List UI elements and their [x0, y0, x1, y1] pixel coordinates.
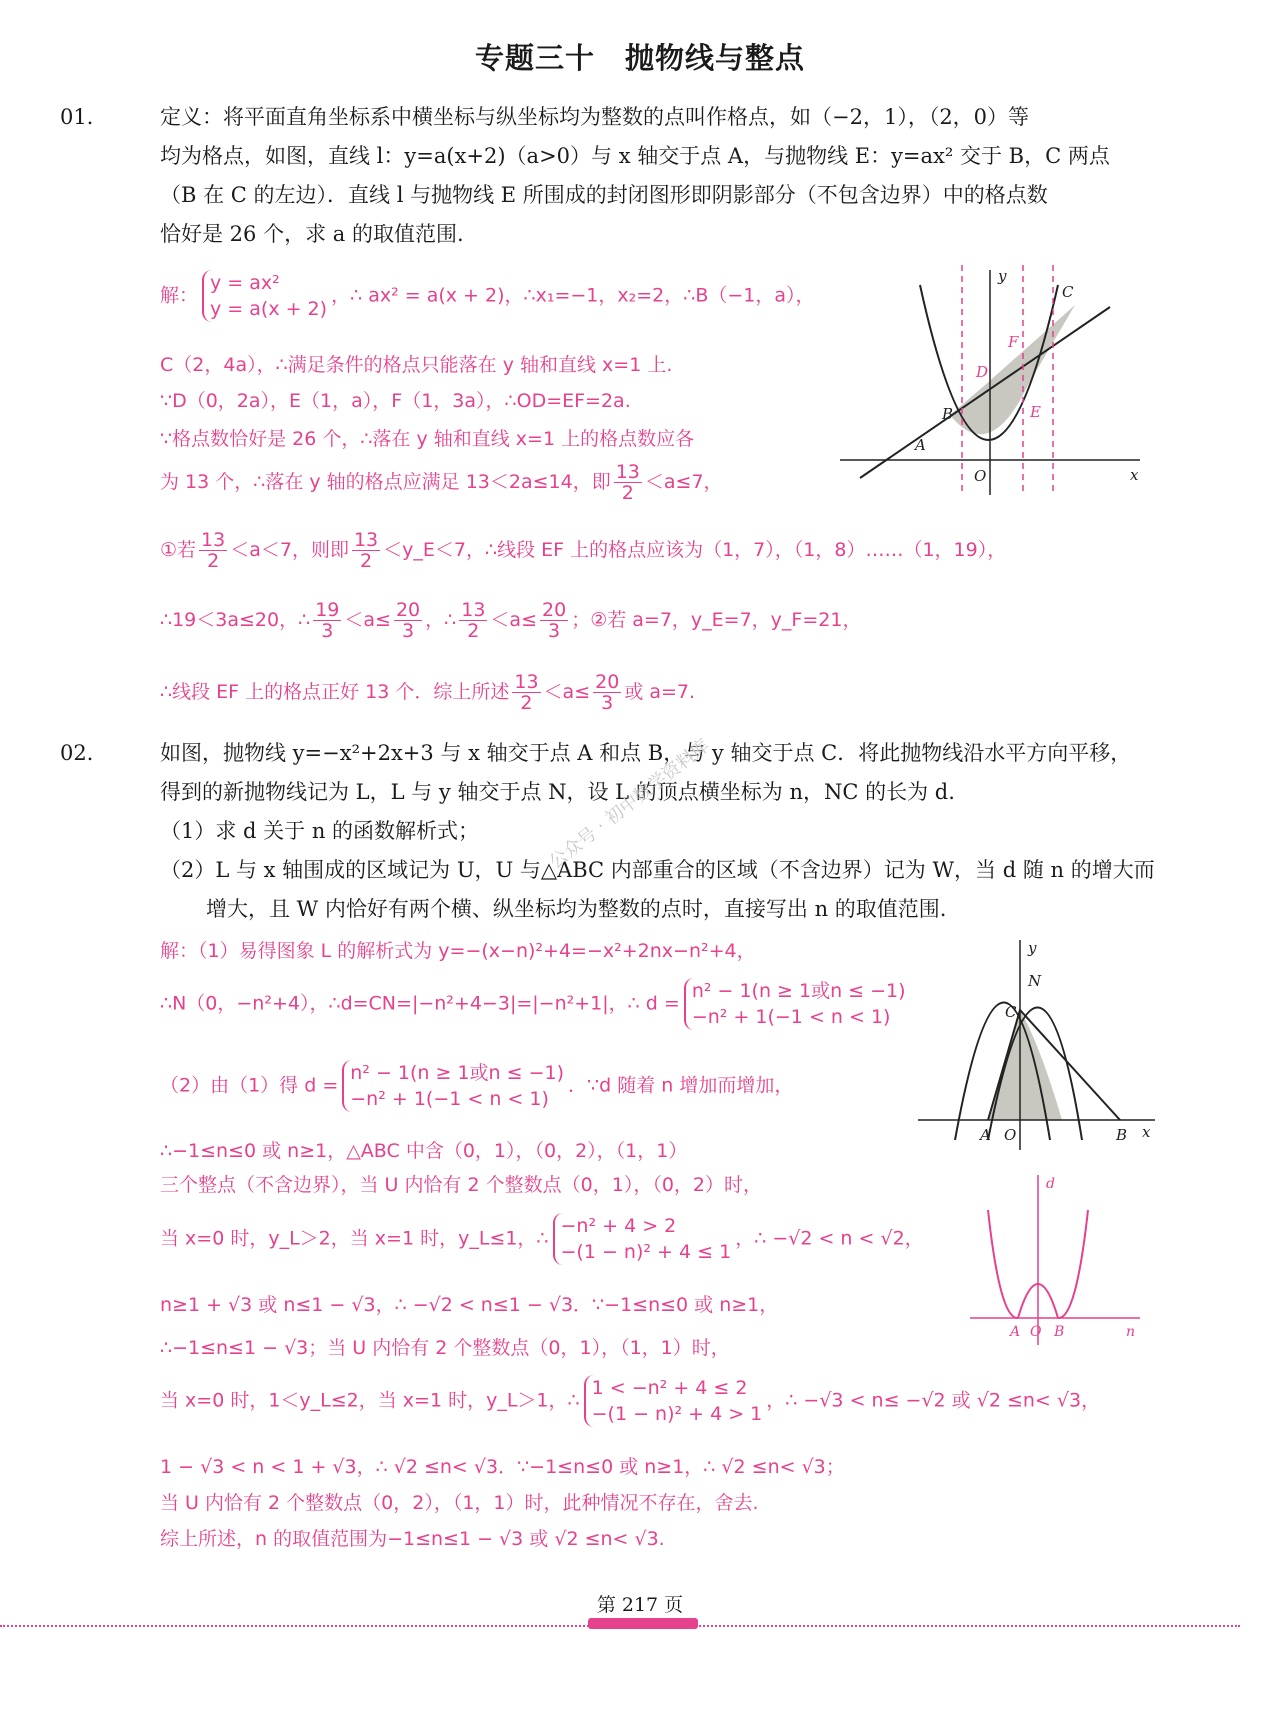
case-top: n² − 1(n ≥ 1或n ≤ −1)	[350, 1062, 565, 1084]
figure-label: n	[1126, 1324, 1136, 1340]
solution-line: 当 U 内恰有 2 个整数点（0，2），（1，1）时，此种情况不存在，舍去.	[160, 1492, 759, 1514]
solution-line: ∴N（0，−n²+4），∴d=CN=|−n²+4−3|=|−n²+1|，∴ d =	[160, 992, 680, 1015]
numerator: 19	[315, 599, 340, 621]
solution-line: 解：（1）易得图象 L 的解析式为 y=−(x−n)²+4=−x²+2nx−n²+4，	[160, 940, 756, 962]
solution-line: ∵格点数恰好是 26 个，∴落在 y 轴和直线 x=1 上的格点数应各	[160, 428, 695, 450]
denominator: 2	[467, 620, 480, 642]
system-bottom: −(1 − n)² + 4 > 1	[591, 1403, 763, 1425]
fraction	[352, 530, 380, 571]
solution-line: ＜y_E＜7，∴线段 EF 上的格点应该为（1，7），（1，8）……（1，19），	[383, 539, 1007, 561]
solution-line: C（2，4a），∴满足条件的格点只能落在 y 轴和直线 x=1 上.	[160, 354, 673, 376]
solution-lead: 解：	[160, 284, 199, 307]
problem-1-number: 01．	[60, 105, 108, 129]
solution-line: 当 x=0 时，y_L＞2，当 x=1 时，y_L≤1，∴	[160, 1227, 549, 1250]
system-top: 1 < −n² + 4 ≤ 2	[591, 1377, 748, 1399]
solution-line: ，∴ −√3 < n≤ −√2 或 √2 ≤n< √3，	[766, 1389, 1101, 1412]
numerator: 20	[542, 599, 567, 621]
equation-system	[202, 270, 327, 322]
footer-accent-bar	[588, 1618, 698, 1629]
system-top: y = ax²	[210, 272, 280, 294]
figure-label: x	[1130, 466, 1139, 484]
figure-label: C	[1062, 283, 1074, 301]
system-bottom: y = a(x + 2)	[210, 298, 328, 320]
fraction	[199, 530, 227, 571]
solution-line: ＜a≤	[490, 609, 537, 631]
solution-line: （2）由（1）得 d =	[160, 1074, 339, 1097]
fraction	[394, 600, 422, 641]
footer-dotted-line	[0, 1625, 1240, 1627]
figure-label: y	[1028, 939, 1037, 957]
equation-system	[553, 1213, 732, 1265]
numerator: 13	[615, 461, 640, 483]
solution-line: ∴−1≤n≤0 或 n≥1，△ABC 中含（0，1），（0，2），（1，1）	[160, 1140, 688, 1162]
problem-2-line: 得到的新抛物线记为 L，L 与 y 轴交于点 N，设 L 的顶点横坐标为 n，NC 的长为 d.	[160, 780, 955, 804]
equation-system	[584, 1375, 763, 1427]
denominator: 2	[207, 550, 220, 572]
figure-label: O	[1030, 1324, 1042, 1340]
fraction	[593, 672, 621, 713]
piecewise-d	[342, 1060, 564, 1112]
solution-line: ＜a≤	[344, 609, 391, 631]
numerator: 13	[461, 599, 486, 621]
case-bottom: −n² + 1(−1 < n < 1)	[691, 1006, 891, 1028]
figure-label: O	[974, 467, 987, 485]
numerator: 13	[353, 529, 379, 551]
solution-line: ∴线段 EF 上的格点正好 13 个．综上所述	[160, 681, 510, 703]
shaded-region	[950, 305, 1075, 434]
figure-label: B	[1054, 1324, 1065, 1340]
numerator: 13	[201, 529, 226, 551]
figure-1-parabola-line	[840, 265, 1150, 495]
problem-2-number: 02．	[60, 741, 108, 765]
solution-line: 综上所述，n 的取值范围为−1≤n≤1 − √3 或 √2 ≤n< √3.	[160, 1528, 665, 1550]
solution-line: ①若	[160, 539, 197, 561]
numerator: 13	[514, 671, 539, 693]
solution-line: ＜a≤7，	[644, 471, 723, 493]
piecewise-d	[684, 978, 906, 1030]
solution-line: ．∵d 随着 n 增加而增加，	[568, 1074, 794, 1097]
solution-line: ，∴	[425, 609, 457, 631]
fraction	[614, 462, 642, 503]
solution-line: 1 − √3 < n < 1 + √3，∴ √2 ≤n< √3．∵−1≤n≤0 或 n≥1，∴ √2 ≤n< √3；	[160, 1456, 845, 1478]
curve-right	[1058, 1210, 1088, 1318]
figure-label: F	[1008, 333, 1019, 351]
solution-line: ∴−1≤n≤1 − √3；当 U 内恰有 2 个整数点（0，1），（1，1）时，	[160, 1337, 730, 1359]
solution-line: 或 a=7.	[624, 681, 696, 703]
figure-label: N	[1028, 972, 1042, 990]
solution-line: ，∴ ax² = a(x + 2)，∴x₁=−1，x₂=2，∴B（−1，a），	[331, 284, 815, 307]
figure-3-d-graph	[970, 1170, 1150, 1345]
system-bottom: −(1 − n)² + 4 ≤ 1	[560, 1241, 732, 1263]
case-bottom: −n² + 1(−1 < n < 1)	[350, 1088, 549, 1110]
solution-line: 为 13 个，∴落在 y 轴的格点应满足 13＜2a≤14，即	[160, 471, 611, 493]
solution-line: 三个整点（不含边界），当 U 内恰有 2 个整数点（0，1），（0，2）时，	[160, 1174, 763, 1196]
figure-label: A	[1010, 1324, 1021, 1340]
denominator: 3	[548, 620, 561, 642]
numerator: 20	[595, 671, 620, 693]
problem-2-line: 如图，抛物线 y=−x²+2x+3 与 x 轴交于点 A 和点 B，与 y 轴交于点 C．将此抛物线沿水平方向平移，	[160, 741, 1132, 765]
denominator: 2	[621, 482, 634, 504]
figure-label: E	[1030, 403, 1041, 421]
denominator: 2	[360, 550, 373, 572]
figure-2-parabola-triangle	[910, 935, 1160, 1150]
figure-label: B	[1116, 1126, 1128, 1144]
solution-line: ∴19＜3a≤20，∴	[160, 609, 311, 631]
figure-label: O	[1004, 1126, 1017, 1144]
figure-label: A	[980, 1126, 991, 1144]
figure-label: B	[942, 405, 954, 423]
page-title: 专题三十 抛物线与整点	[474, 41, 805, 75]
denominator: 2	[520, 692, 533, 714]
numerator: 20	[395, 599, 421, 621]
figure-label: A	[915, 436, 926, 454]
denominator: 3	[402, 620, 415, 642]
system-top: −n² + 4 > 2	[560, 1215, 677, 1237]
figure-label: C	[1005, 1003, 1017, 1021]
watermark: 公众号 · 初中数学资料库	[545, 735, 714, 874]
denominator: 3	[601, 692, 614, 714]
fraction	[459, 600, 487, 641]
fraction	[313, 600, 341, 641]
solution-line: ∵D（0，2a），E（1，a），F（1，3a），∴OD=EF=2a.	[160, 390, 631, 412]
problem-2-sub-1: （1）求 d 关于 n 的函数解析式；	[160, 819, 480, 843]
solution-line: ＜a≤	[543, 681, 591, 703]
page-number: 第 217 页	[596, 1594, 684, 1616]
solution-line: n≥1 + √3 或 n≤1 − √3，∴ −√2 < n≤1 − √3．∵−1≤n≤0 或 n≥1，	[160, 1294, 779, 1316]
solution-line: ，∴ −√2 < n < √2，	[735, 1227, 924, 1250]
problem-2-sub-2: （2）L 与 x 轴围成的区域记为 U，U 与△ABC 内部重合的区域（不含边界）记为 W，当 d 随 n 的增大而增大，且 W 内恰好有两个横、纵坐标均为整数的点时，直接写出 n 的取值范围.	[160, 858, 1155, 921]
fraction	[512, 672, 540, 713]
figure-label: D	[976, 363, 989, 381]
solution-line: ＜a＜7，则即	[230, 539, 349, 561]
figure-label: x	[1142, 1123, 1151, 1141]
solution-line: ；②若 a=7，y_E=7，y_F=21，	[571, 609, 862, 631]
problem-1-statement	[60, 98, 1170, 254]
fraction	[540, 600, 568, 641]
denominator: 3	[321, 620, 334, 642]
problem-1-line: 恰好是 26 个，求 a 的取值范围.	[160, 222, 464, 246]
case-top: n² − 1(n ≥ 1或n ≤ −1)	[691, 980, 906, 1002]
solution-line: 当 x=0 时，1＜y_L≤2，当 x=1 时，y_L＞1，∴	[160, 1389, 580, 1412]
line-l	[860, 307, 1110, 478]
figure-label: d	[1046, 1176, 1055, 1192]
curve-left	[988, 1210, 1018, 1318]
problem-1-line: 定义：将平面直角坐标系中横坐标与纵坐标均为整数的点叫作格点，如（−2，1），（2，0）等	[160, 105, 1030, 129]
figure-label: y	[998, 267, 1007, 285]
problem-2-statement	[60, 734, 1170, 929]
problem-1-line: 均为格点，如图，直线 l：y=a(x+2)（a>0）与 x 轴交于点 A，与抛物线 E：y=ax² 交于 B，C 两点	[160, 144, 1110, 168]
problem-1-line: （B 在 C 的左边）．直线 l 与抛物线 E 所围成的封闭图形即阴影部分（不包含边界）中的格点数	[160, 183, 1048, 207]
